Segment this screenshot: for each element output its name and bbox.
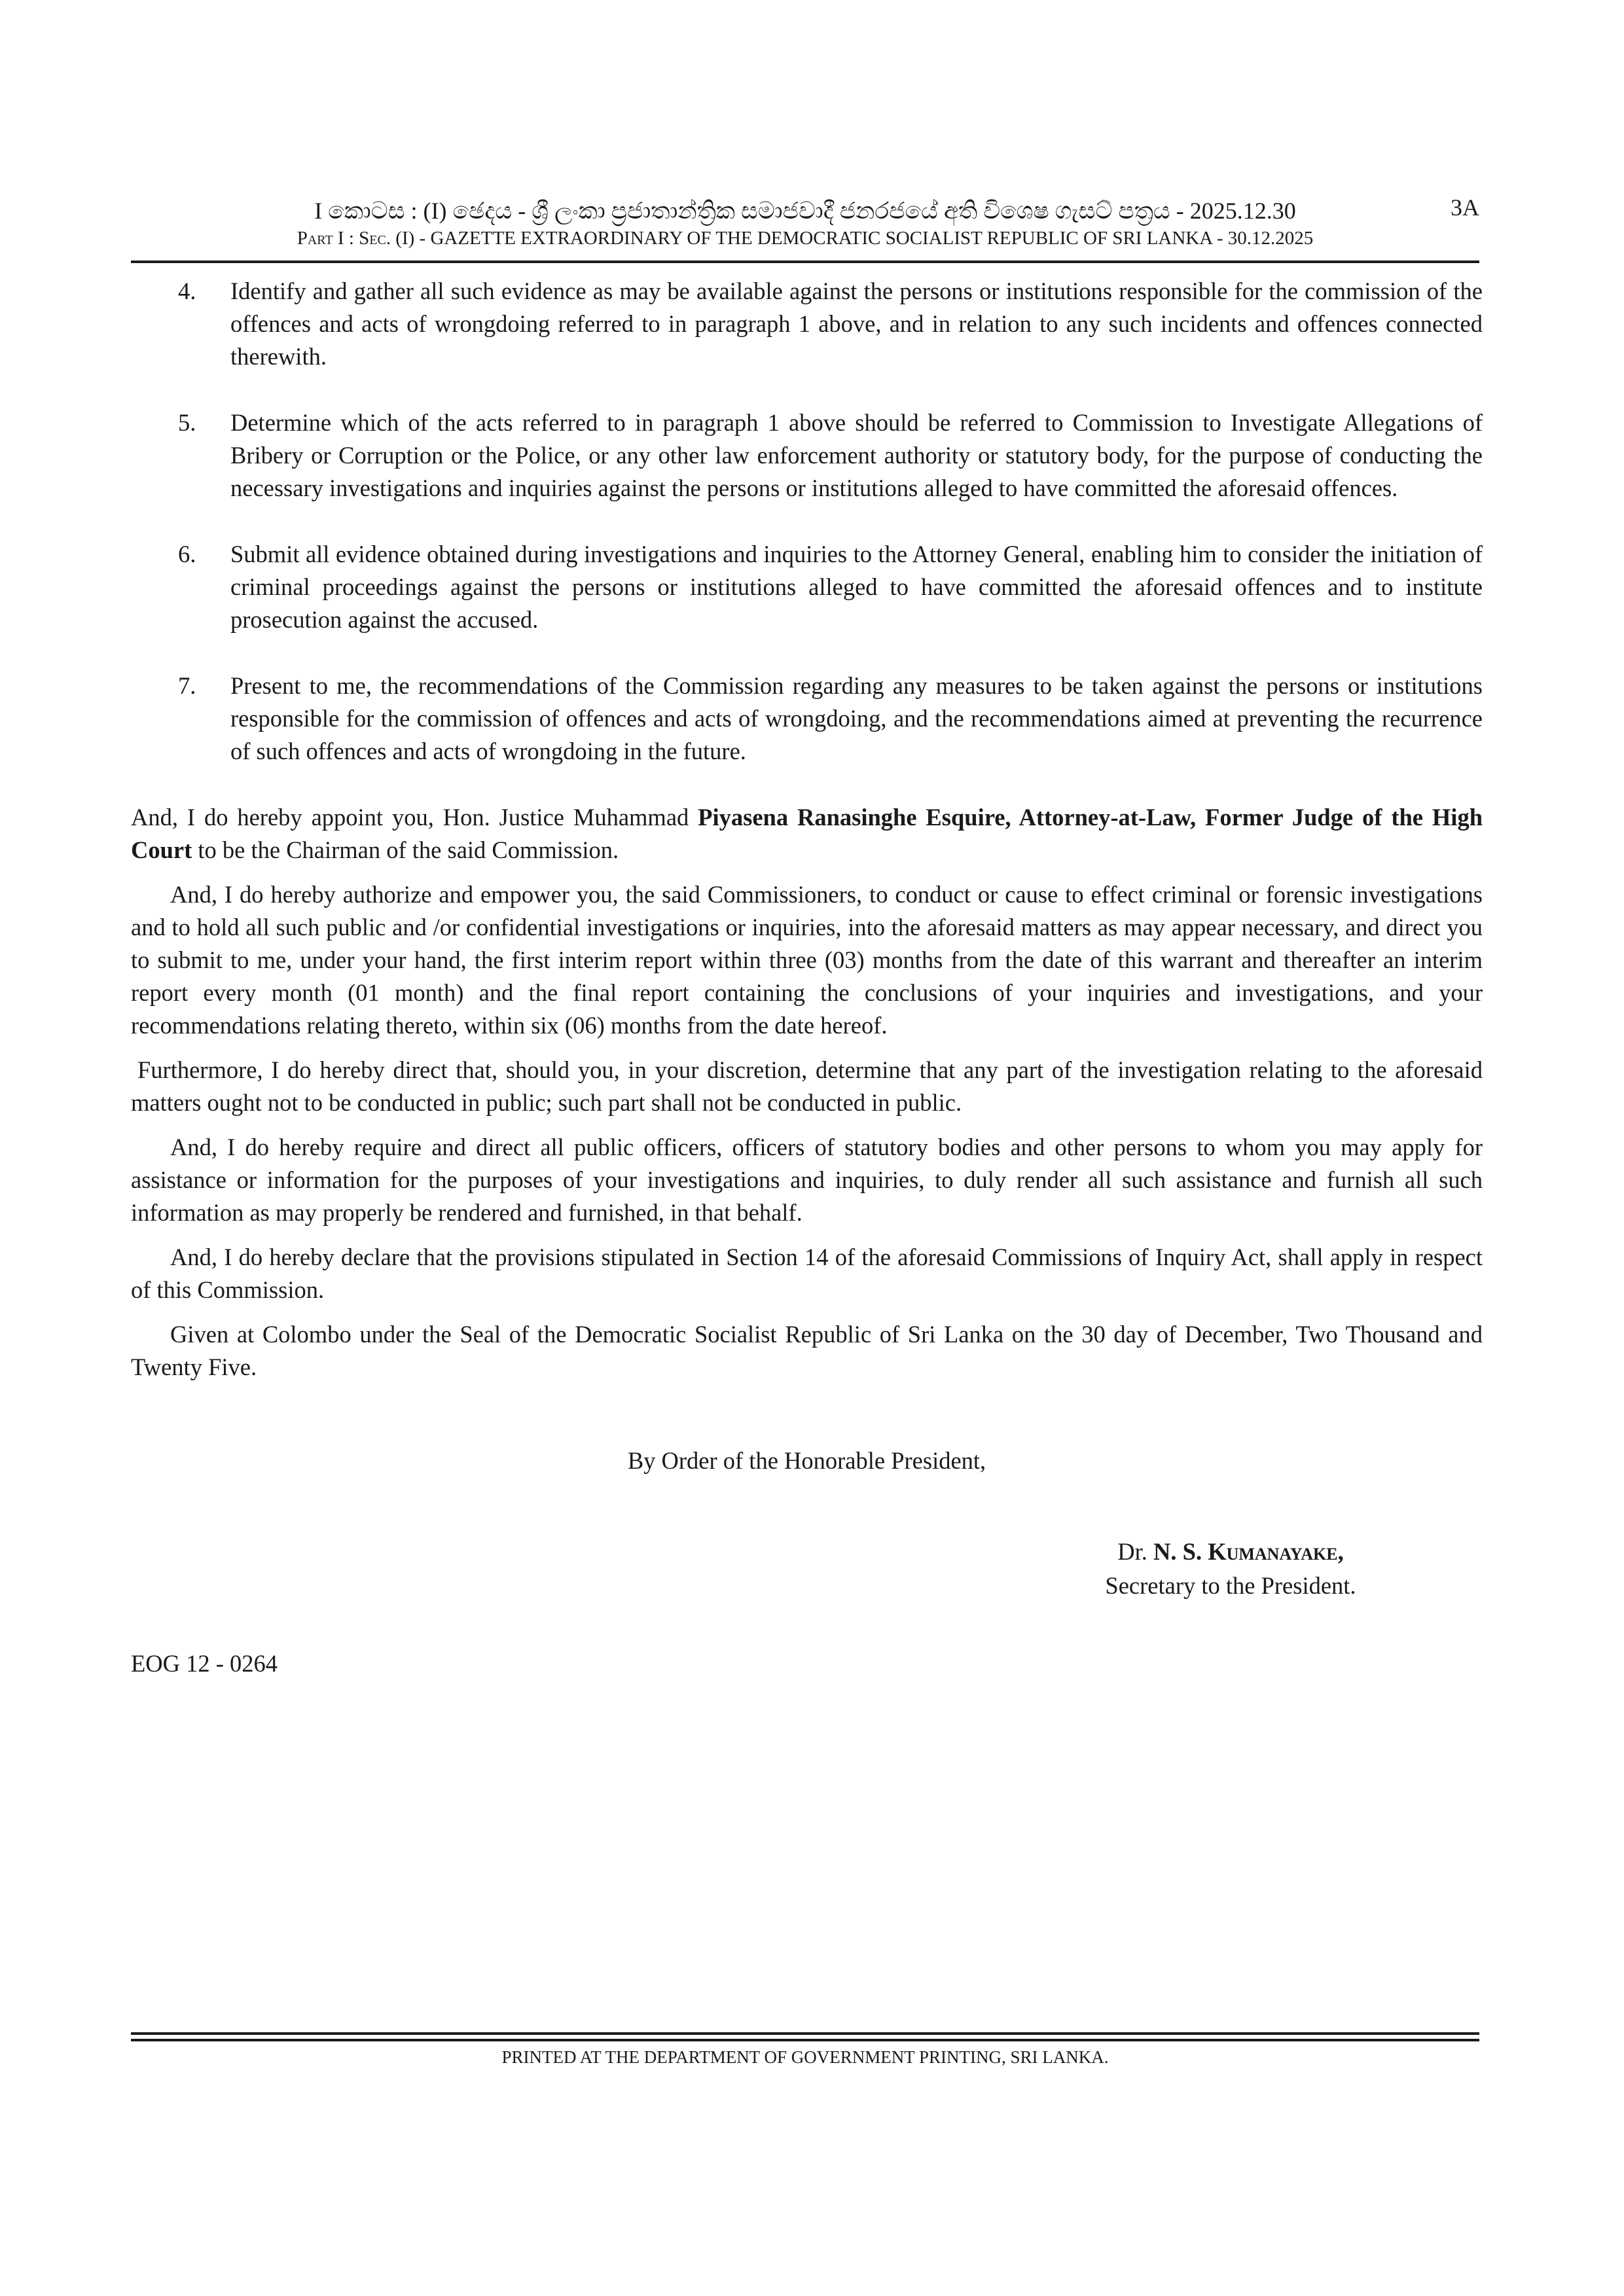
document-body: [131, 275, 1483, 1395]
order-line: By Order of the Honorable President,: [627, 1447, 986, 1474]
list-number: 5.: [178, 409, 196, 436]
signatory-surname: N. S. Kumanayake,: [1153, 1538, 1344, 1565]
authorization-paragraph: And, I do hereby authorize and empower you, the said Commissioners, to conduct or cause to effect criminal or forensic investigations and to hold all such public and /or confidential investigations or inquiries, into the aforesaid matters as may appear necessary, and direct you to submit to me, under your hand, the first interim report within three (03) months from the date of this warrant and thereafter an interim report every month (01 month) and the final report containing the conclusions of your inquiries and investigations, and your recommendations relating thereto, within six (06) months from the date hereof.: [131, 881, 1483, 1039]
signature-block: [1034, 1535, 1427, 1603]
signatory-title: Secretary to the President.: [1105, 1572, 1356, 1599]
page-header: [131, 196, 1479, 251]
reference-number: EOG 12 - 0264: [131, 1650, 278, 1677]
printer-footer: PRINTED AT THE DEPARTMENT OF GOVERNMENT PRINTING, SRI LANKA.: [501, 2047, 1109, 2067]
list-item: [131, 670, 1483, 768]
header-rule: [131, 260, 1479, 263]
provisions-paragraph: And, I do hereby declare that the provisions stipulated in Section 14 of the aforesaid Commissions of Inquiry Act, shall apply in respect of this Commission.: [131, 1244, 1483, 1303]
public-conduct-paragraph: Furthermore, I do hereby direct that, should you, in your discretion, determine that any part of the investigation relating to the aforesaid matters ought not to be conducted in public; such part shall not be conducted in public.: [131, 1056, 1483, 1116]
header-english: Part I : Sec. (I) - GAZETTE EXTRAORDINARY OF THE DEMOCRATIC SOCIALIST REPUBLIC OF SRI LANKA - 30.12.2025: [297, 228, 1314, 249]
signatory-name: [1034, 1535, 1427, 1569]
list-item: [131, 538, 1483, 636]
page-number: 3A: [1451, 194, 1479, 221]
header-sinhala: I කොටස : (I) ඡෙදය - ශ්‍රී ලංකා ප්‍රජාතාන්ත්‍රික සමාජවාදී ජනරජයේ අති විශෙෂ ගැසට් පත්‍රය - 2025.12.30: [314, 198, 1296, 224]
list-text: Identify and gather all such evidence as may be available against the persons or institutions responsible for the commission of the offences and acts of wrongdoing referred to in paragraph 1 above, and in relation to any such incidents and offences connected therewith.: [230, 278, 1483, 370]
list-item: [131, 275, 1483, 373]
seal-paragraph: Given at Colombo under the Seal of the Democratic Socialist Republic of Sri Lanka on the 30 day of December, Two Thousand and Twenty Five.: [131, 1321, 1483, 1380]
chairman-name: Piyasena Ranasinghe Esquire, Attorney-at-Law, Former Judge of the High Court: [131, 804, 1483, 863]
list-number: 7.: [178, 672, 196, 699]
list-text: Determine which of the acts referred to in paragraph 1 above should be referred to Commission to Investigate Allegations of Bribery or Corruption or the Police, or any other law enforcement authority or statutory body, for the purpose of conducting the necessary investigations and inquiries against the persons or institutions alleged to have committed the aforesaid offences.: [230, 409, 1483, 501]
assistance-paragraph: And, I do hereby require and direct all public officers, officers of statutory bodies and other persons to whom you may apply for assistance or information for the purposes of your investigations and inquiries, to duly render all such assistance and furnish all such information as may properly be rendered and furnished, in that behalf.: [131, 1134, 1483, 1226]
list-item: [131, 406, 1483, 505]
list-number: 6.: [178, 541, 196, 567]
appointment-paragraph: [131, 801, 1483, 867]
list-text: Submit all evidence obtained during investigations and inquiries to the Attorney General, enabling him to consider the initiation of criminal proceedings against the persons or institutions alleged to have committed the aforesaid offences and to institute prosecution against the accused.: [230, 541, 1483, 633]
footer-rule-top: [131, 2032, 1479, 2035]
signatory-prefix: Dr.: [1117, 1538, 1154, 1565]
appointment-suffix: to be the Chairman of the said Commission.: [192, 836, 619, 863]
appointment-prefix: And, I do hereby appoint you, Hon. Justice Muhammad: [131, 804, 698, 831]
list-text: Present to me, the recommendations of the Commission regarding any measures to be taken against the persons or institutions responsible for the commission of offences and acts of wrongdoing, and the recommendations aimed at preventing the recurrence of such offences and acts of wrongdoing in the future.: [230, 672, 1483, 764]
list-number: 4.: [178, 278, 196, 304]
footer-rule-bottom: [131, 2039, 1479, 2041]
